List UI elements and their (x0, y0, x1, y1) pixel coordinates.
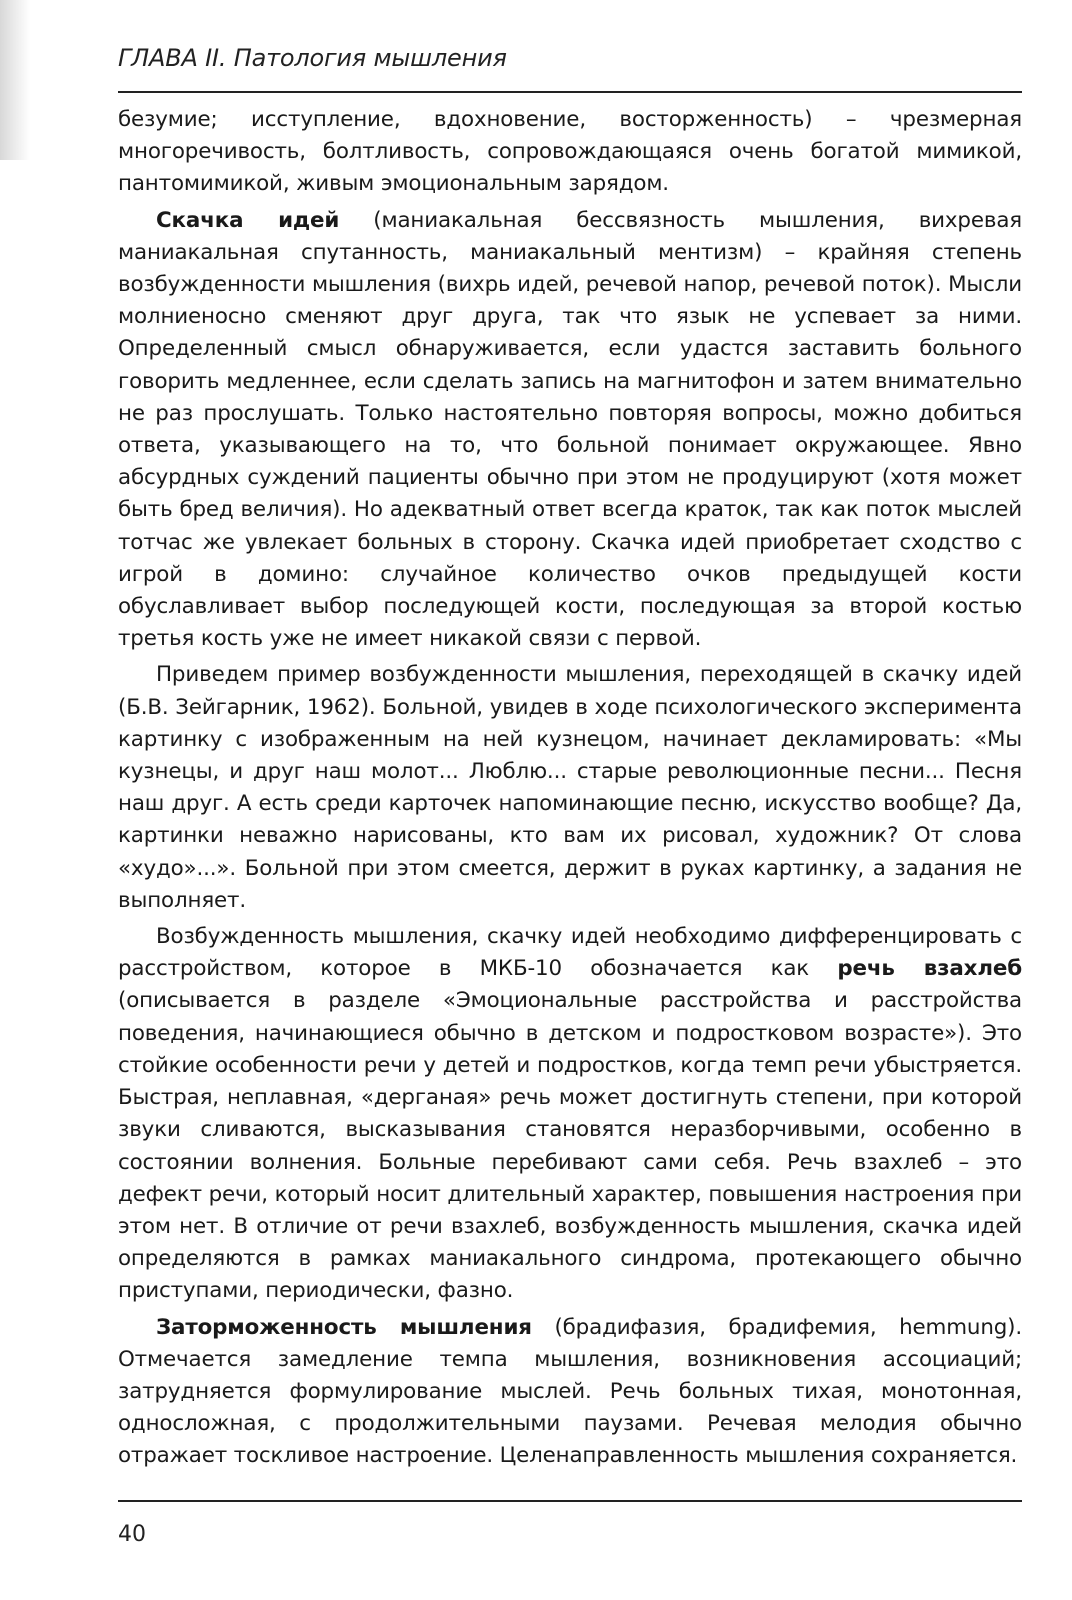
paragraph-text-after: (описывается в разделе «Эмоциональные расстройства и расстройства поведения, начинающиеся обычно в детском и подростковом возрасте»). Это стойкие особенности речи у детей и подростков, когда темп речи убыстряется. Быстрая, неплавная, «дерганая» речь может достигнуть степени, при которой звуки сливаются, высказывания становятся неразборчивыми, особенно в состоянии волнения. Больные перебивают сами себя. Речь взахлеб – это дефект речи, который носит длительный характер, повышения настроения при этом нет. В отличие от речи взахлеб, возбужденность мышления, скачка идей определяются в рамках маниакального синдрома, протекающего обычно приступами, периодически, фазно. (118, 988, 1022, 1304)
paragraph-example (118, 659, 1022, 917)
paragraph-text-before: Возбужденность мышления, скачку идей необходимо дифференцировать с расстройством, которое в МКБ-10 обозначается как (118, 924, 1022, 982)
paragraph-differentiation (118, 921, 1022, 1307)
page-body (118, 104, 1022, 1473)
paragraph-text: Приведем пример возбужденности мышления, переходящей в скачку идей (Б.В. Зейгарник, 1962). Больной, увидев в ходе психологического эксперимента картинку с изображенным на ней кузнецом, начинает декламировать: «Мы кузнецы, и друг наш молот... Люблю... старые революционные песни... Песня наш друг. А есть среди карточек напоминающие песню, искусство вообще? Да, картинки неважно нарисованы, кто вам их рисовал, художник? От слова «худо»...». Больной при этом смеется, держит в руках картинку, а задания не выполняет. (118, 662, 1022, 913)
footer-rule (118, 1500, 1022, 1502)
term-thought-retardation: Заторможенность мышления (156, 1314, 532, 1340)
page-number: 40 (118, 1522, 146, 1547)
header-rule (118, 91, 1022, 93)
paragraph-continuation (118, 104, 1022, 201)
term-cluttering: речь взахлеб (837, 956, 1022, 982)
paragraph-retardation (118, 1312, 1022, 1473)
term-flight-of-ideas: Скачка идей (156, 207, 340, 233)
paragraph-text: (маниакальная бессвязность мышления, вихревая маниакальная спутанность, маниакальный ментизм) – крайняя степень возбужденности мышления (вихрь идей, речевой напор, речевой поток). Мысли молниеносно сменяют друг друга, так что язык не успевает за ними. Определенный смысл обнаруживается, если удастся заставить больного говорить медленнее, если сделать запись на магнитофон и затем внимательно не раз прослушать. Только настоятельно повторяя вопросы, можно добиться ответа, указывающего на то, что больной понимает окружающее. Явно абсурдных суждений пациенты обычно при этом не продуцируют (хотя может быть бред величия). Но адекватный ответ всегда краток, так как поток мыслей тотчас же увлекает больных в сторону. Скачка идей приобретает сходство с игрой в домино: случайное количество очков предыдущей кости обуславливает выбор последующей кости, последующая за второй костью третья кость уже не имеет никакой связи с первой. (118, 207, 1022, 652)
paragraph-text: (брадифазия, брадифемия, hemmung). Отмечается замедление темпа мышления, возникновения ассоциаций; затрудняется формулирование мыслей. Речь больных тихая, монотонная, односложная, с продолжительными паузами. Речевая мелодия обычно отражает тоскливое настроение. Целенаправленность мышления сохраняется. (118, 1314, 1023, 1469)
scan-edge-shadow (0, 0, 30, 160)
running-head: ГЛАВА II. Патология мышления (118, 44, 507, 72)
paragraph-flight-of-ideas (118, 205, 1022, 656)
paragraph-text: безумие; исступление, вдохновение, восторженность) – чрезмерная многоречивость, болтливость, сопровождающаяся очень богатой мимикой, пантомимикой, живым эмоциональным зарядом. (118, 107, 1022, 197)
